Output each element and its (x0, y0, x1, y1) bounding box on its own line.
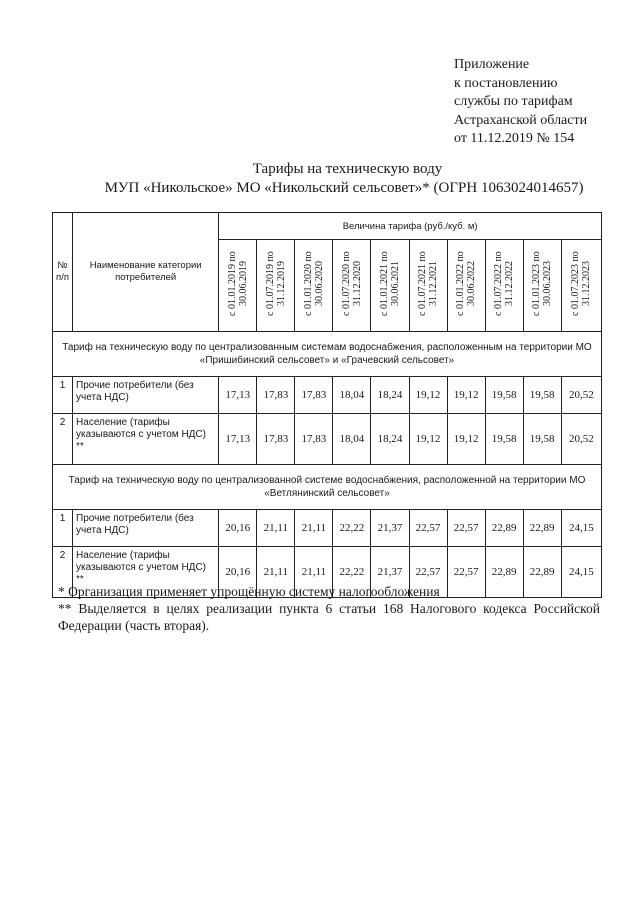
appendix-line: Приложение (454, 57, 530, 72)
tariff-value: 17,83 (295, 414, 333, 465)
header-period: с 01.07.2021 по 31.12.2021 (409, 240, 447, 332)
tariff-value: 20,16 (219, 547, 257, 598)
header-category: Наименование категории потребителей (73, 213, 219, 332)
tariff-value: 21,11 (257, 547, 295, 598)
tariff-value: 19,58 (485, 377, 523, 414)
title-line-2: МУП «Никольское» МО «Никольский сельсовет»* (ОГРН 1063024014657) (104, 180, 584, 196)
tariff-value: 22,22 (333, 510, 371, 547)
row-num: 2 (53, 547, 73, 598)
tariff-value: 19,58 (523, 414, 561, 465)
section-title: Тариф на техническую воду по централизованной системе водоснабжения, расположенной на территории МО «Ветлянинский сельсовет» (53, 465, 602, 510)
tariff-value: 20,16 (219, 510, 257, 547)
tariff-value: 18,04 (333, 414, 371, 465)
tariff-value: 22,89 (485, 547, 523, 598)
header-num: № п/п (53, 213, 73, 332)
row-num: 1 (53, 377, 73, 414)
section-title: Тариф на техническую воду по централизованным системам водоснабжения, расположенным на территории МО «Пришибинский сельсовет» и «Грачевский сельсовет» (53, 332, 602, 377)
tariff-value: 21,11 (295, 510, 333, 547)
tariff-value: 19,12 (447, 377, 485, 414)
table-row (53, 377, 602, 414)
header-period: с 01.07.2022 по 31.12.2022 (485, 240, 523, 332)
footnote-2: ** Выделяется в целях реализации пункта 6 статьи 168 Налогового кодекса Российской Федерации (часть вторая). (58, 601, 600, 633)
title-line-1: Тарифы на техническую воду (252, 161, 443, 177)
header-period: с 01.01.2022 по 30.06.2022 (447, 240, 485, 332)
header-tariff-group: Величина тарифа (руб./куб. м) (219, 213, 602, 240)
tariff-value: 21,11 (257, 510, 295, 547)
tariff-value: 18,24 (371, 377, 409, 414)
table-body (53, 332, 602, 598)
header-period: с 01.07.2023 по 31.12.2023 (561, 240, 601, 332)
tariff-value: 19,12 (409, 414, 447, 465)
tariff-value: 22,57 (409, 547, 447, 598)
tariff-value: 22,57 (447, 547, 485, 598)
header-period: с 01.01.2021 по 30.06.2021 (371, 240, 409, 332)
tariff-value: 20,52 (561, 377, 601, 414)
tariff-value: 21,37 (371, 547, 409, 598)
tariff-value: 22,57 (409, 510, 447, 547)
tariff-value: 19,12 (409, 377, 447, 414)
row-category: Прочие потребители (без учета НДС) (73, 510, 219, 547)
header-period: с 01.07.2019 по 31.12.2019 (257, 240, 295, 332)
footnotes (58, 583, 600, 634)
tariff-value: 22,22 (333, 547, 371, 598)
header-period: с 01.01.2023 по 30.06.2023 (523, 240, 561, 332)
table-row (53, 510, 602, 547)
table-row (53, 414, 602, 465)
tariff-value: 20,52 (561, 414, 601, 465)
tariff-value: 17,13 (219, 414, 257, 465)
tariff-value: 21,11 (295, 547, 333, 598)
tariff-value: 22,57 (447, 510, 485, 547)
appendix-line: службы по тарифам (454, 94, 573, 109)
tariff-value: 17,83 (257, 377, 295, 414)
tariff-value: 18,04 (333, 377, 371, 414)
tariff-value: 19,12 (447, 414, 485, 465)
tariff-table (52, 212, 602, 598)
tariff-value: 22,89 (523, 547, 561, 598)
tariff-value: 19,58 (523, 377, 561, 414)
appendix-block (454, 56, 587, 149)
row-num: 2 (53, 414, 73, 465)
tariff-value: 17,13 (219, 377, 257, 414)
tariff-value: 22,89 (523, 510, 561, 547)
row-category: Население (тарифы указываются с учетом НДС) ** (73, 547, 219, 598)
appendix-line: к постановлению (454, 75, 558, 91)
row-num: 1 (53, 510, 73, 547)
row-category: Население (тарифы указываются с учетом НДС) ** (73, 414, 219, 465)
tariff-value: 22,89 (485, 510, 523, 547)
tariff-value: 24,15 (561, 547, 601, 598)
tariff-value: 17,83 (295, 377, 333, 414)
document-title (0, 160, 640, 198)
row-category: Прочие потребители (без учета НДС) (73, 377, 219, 414)
header-period: с 01.01.2019 по 30.06.2019 (219, 240, 257, 332)
tariff-value: 18,24 (371, 414, 409, 465)
appendix-line: Астраханской области (454, 112, 588, 128)
tariff-value: 24,15 (561, 510, 601, 547)
tariff-value: 19,58 (485, 414, 523, 465)
tariff-value: 17,83 (257, 414, 295, 465)
footnote-1: * Организация применяет упрощённую систему налогообложения (58, 584, 440, 599)
tariff-value: 21,37 (371, 510, 409, 547)
appendix-line: от 11.12.2019 № 154 (454, 131, 575, 146)
header-period: с 01.01.2020 по 30.06.2020 (295, 240, 333, 332)
header-period: с 01.07.2020 по 31.12.2020 (333, 240, 371, 332)
